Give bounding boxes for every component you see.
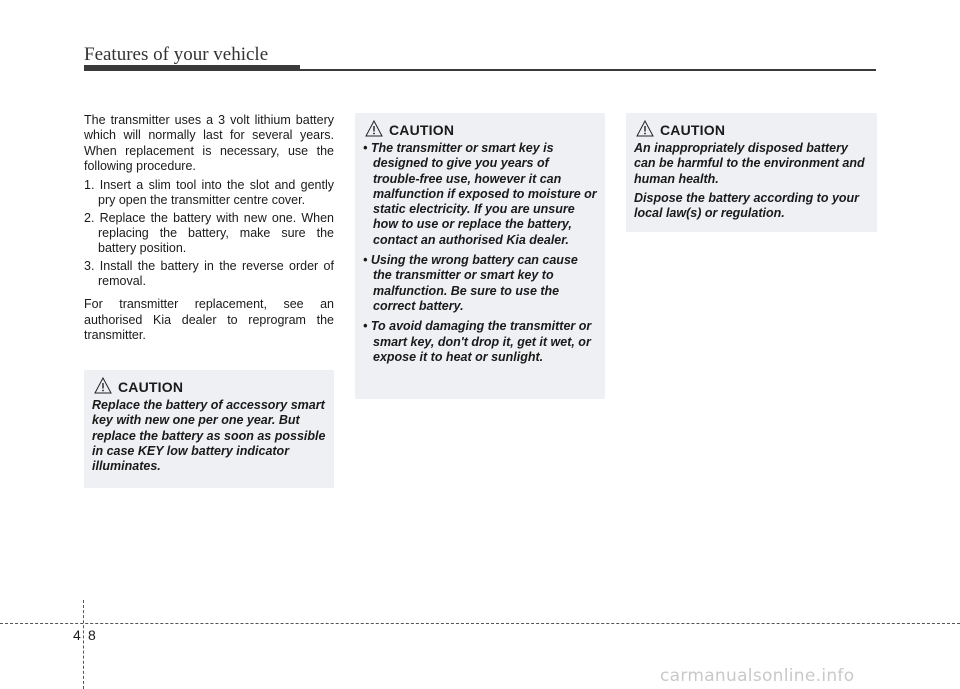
caution-text: Replace the battery of accessory smart key with new one per one year. But replace the battery as soon as possible in case KEY low battery indicator illuminates. [92,398,326,474]
procedure-step: 1. Insert a slim tool into the slot and gently pry open the transmitter centre cover. [84,178,334,208]
caution-box-accessory-key [84,370,334,488]
caution-list [363,141,597,365]
warning-triangle-icon [94,377,112,394]
footer-vertical-divider [83,600,84,689]
caution-header [92,378,326,398]
footer-divider [0,623,960,624]
procedure-step: 3. Install the battery in the reverse order of removal. [84,258,334,288]
caution-body [634,141,869,221]
watermark: carmanualsonline.info [660,666,855,686]
page-number: 8 [88,627,96,643]
procedure-list [84,178,334,289]
section-title: Features of your vehicle [84,44,269,65]
caution-text: An inappropriately disposed battery can be harmful to the environment and human health. [634,141,865,186]
header-bar [84,65,300,71]
warning-triangle-icon [365,120,383,137]
caution-text: Dispose the battery according to your local law(s) or regulation. [634,190,860,221]
caution-list-item: • To avoid damaging the transmitter or smart key, don't drop it, get it wet, or expose it to heat or sunlight. [363,319,592,364]
intro-paragraph: The transmitter uses a 3 volt lithium battery which will normally last for several years. When replacement is necessary, use the following procedure. [84,113,334,173]
outro-paragraph: For transmitter replacement, see an authorised Kia dealer to reprogram the transmitter. [84,297,334,342]
caution-box-disposal [626,113,877,232]
caution-body [92,398,326,474]
chapter-number: 4 [73,627,81,643]
main-text-column [84,113,334,343]
caution-list-item: • Using the wrong battery can cause the transmitter or smart key to malfunction. Be sure to use the correct battery. [363,253,578,313]
warning-triangle-icon [636,120,654,137]
header-rule [300,69,876,71]
caution-box-transmitter [355,113,605,399]
caution-title: CAUTION [118,379,184,395]
caution-list-item: • The transmitter or smart key is designed to give you years of trouble-free use, however it can malfunction if exposed to moisture or static electricity. If you are unsure how to use or replace the battery, contact an authorised Kia dealer. [363,141,597,247]
caution-title: CAUTION [660,122,726,138]
caution-header [634,121,869,141]
caution-header [363,121,597,141]
caution-body [363,141,597,365]
caution-title: CAUTION [389,122,455,138]
procedure-step: 2. Replace the battery with new one. When replacing the battery, make sure the battery position. [84,210,334,256]
